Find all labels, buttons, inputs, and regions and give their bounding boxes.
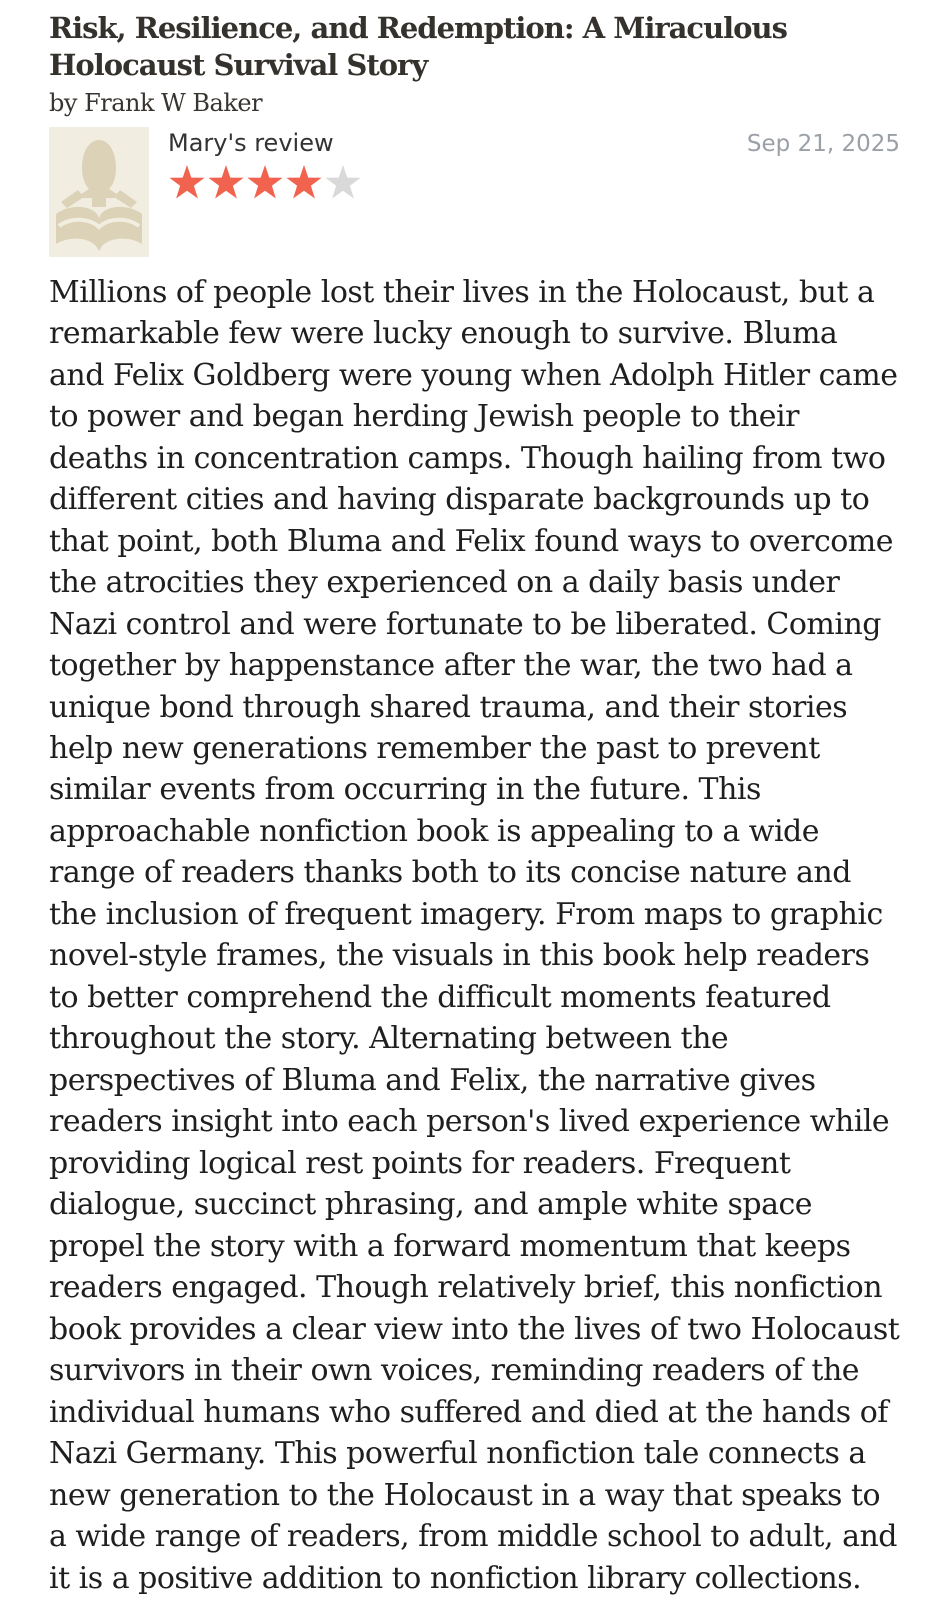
- book-title[interactable]: Risk, Resilience, and Redemption: A Miraculous Holocaust Survival Story: [49, 11, 787, 82]
- reader-silhouette-icon: [49, 127, 149, 257]
- star-icon: [207, 164, 245, 201]
- star-rating: [168, 164, 362, 201]
- byline: [49, 90, 900, 118]
- review-body-text: Millions of people lost their lives in the Holocaust, but a remarkable few were lucky enough to survive. Bluma and Felix Goldberg were young when Adolph Hitler came to power and began herding Jewish people to their deaths in concentration camps. Though hailing from two different cities and having disparate backgrounds up to that point, both Bluma and Felix found ways to overcome the atrocities they experienced on a daily basis under Nazi control and were fortunate to be liberated. Coming together by happenstance after the war, the two had a unique bond through shared trauma, and their stories help new generations remember the past to prevent similar events from occurring in the future. This approachable nonfiction book is appealing to a wide range of readers thanks both to its concise nature and the inclusion of frequent imagery. From maps to graphic novel-style frames, the visuals in this book help readers to better comprehend the difficult moments featured throughout the story. Alternating between the perspectives of Bluma and Felix, the narrative gives readers insight into each person's lived experience while providing logical rest points for readers. Frequent dialogue, succinct phrasing, and ample white space propel the story with a forward momentum that keeps readers engaged. Though relatively brief, this nonfiction book provides a clear view into the lives of two Holocaust survivors in their own voices, reminding readers of the individual humans who suffered and died at the hands of Nazi Germany. This powerful nonfiction tale connects a new generation to the Holocaust in a way that speaks to a wide range of readers, from middle school to adult, and it is a positive addition to nonfiction library collections.: [49, 274, 900, 1596]
- avatar[interactable]: [49, 127, 149, 257]
- star-icon: [246, 164, 284, 201]
- star-icon: [285, 164, 323, 201]
- star-icon: [324, 164, 362, 201]
- review-title[interactable]: Mary's review: [168, 128, 334, 157]
- byline-prefix: by: [49, 89, 85, 118]
- review-meta: [168, 127, 362, 202]
- review-date: Sep 21, 2025: [746, 130, 900, 157]
- review-header: [49, 127, 900, 257]
- author-link[interactable]: Frank W Baker: [84, 89, 263, 118]
- star-icon: [168, 164, 206, 201]
